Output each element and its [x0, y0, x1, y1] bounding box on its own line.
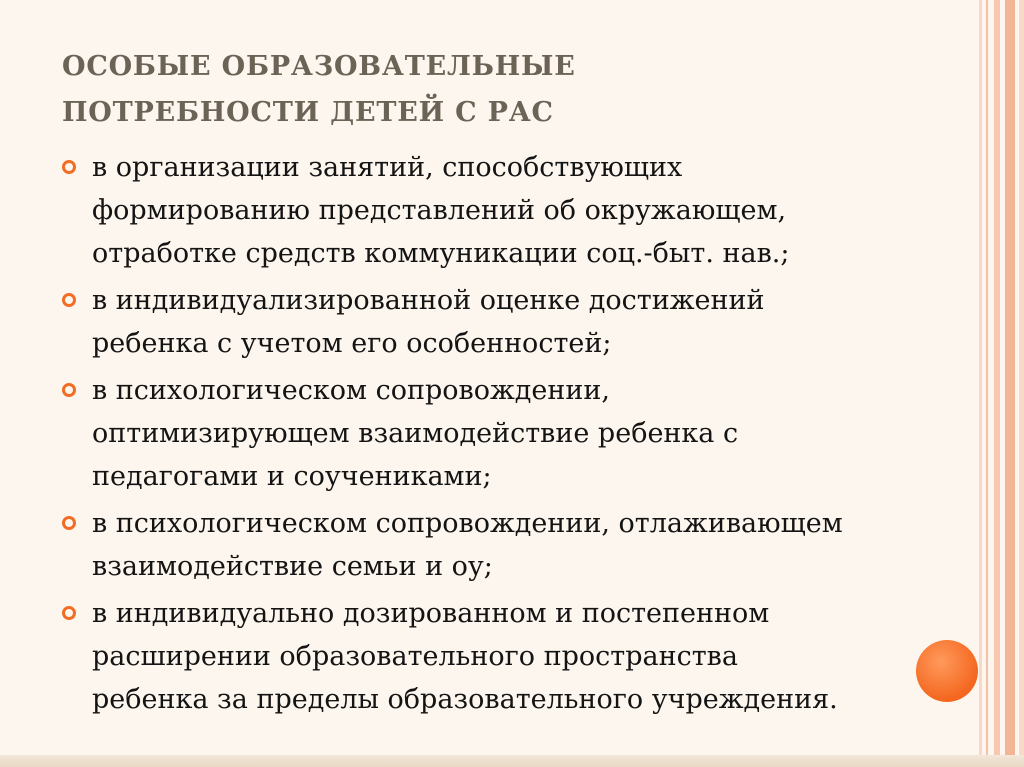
- decorative-stripes: [974, 0, 1024, 767]
- bullet-text-line: ребенка с учетом его особенностей;: [92, 328, 612, 359]
- slide-title: [62, 44, 912, 136]
- bullet-ring-icon: [62, 516, 76, 530]
- bullet-text-line: оптимизирующем взаимодействие ребенка с: [92, 418, 739, 449]
- bottom-edge-shadow: [0, 755, 1024, 767]
- bullet-text-line: в индивидуально дозированном и постепенном: [92, 598, 770, 629]
- bullet-text-line: в индивидуализированной оценке достижений: [92, 285, 765, 316]
- bullet-ring-icon: [62, 160, 76, 174]
- bullet-text-line: ребенка за пределы образовательного учреждения.: [92, 684, 838, 715]
- bullet-item: [62, 279, 962, 365]
- bullet-text-line: взаимодействие семьи и оу;: [92, 551, 493, 582]
- bullet-text-line: в психологическом сопровождении,: [92, 375, 610, 406]
- bullet-text-line: формированию представлений об окружающем,: [92, 195, 787, 226]
- bullet-item: [62, 146, 962, 275]
- bullet-list: [62, 146, 962, 725]
- bullet-ring-icon: [62, 293, 76, 307]
- bullet-ring-icon: [62, 606, 76, 620]
- bullet-item: [62, 592, 962, 721]
- bullet-text-line: в психологическом сопровождении, отлаживающем: [92, 508, 843, 539]
- title-line: ОСОБЫЕ ОБРАЗОВАТЕЛЬНЫЕ: [62, 51, 576, 82]
- bullet-text-line: в организации занятий, способствующих: [92, 152, 683, 183]
- stripe: [1005, 0, 1015, 767]
- bullet-text-line: педагогами и соучениками;: [92, 461, 492, 492]
- stripe: [979, 0, 982, 767]
- stripe: [994, 0, 1000, 767]
- orange-circle-decoration: [916, 640, 978, 702]
- stripe: [986, 0, 988, 767]
- stripe: [1019, 0, 1024, 767]
- bullet-ring-icon: [62, 383, 76, 397]
- title-line: ПОТРЕБНОСТИ ДЕТЕЙ С РАС: [62, 97, 554, 128]
- bullet-text-line: отработке средств коммуникации соц.-быт. нав.;: [92, 238, 790, 269]
- bullet-item: [62, 369, 962, 498]
- bullet-text-line: расширении образовательного пространства: [92, 641, 738, 672]
- bullet-item: [62, 502, 962, 588]
